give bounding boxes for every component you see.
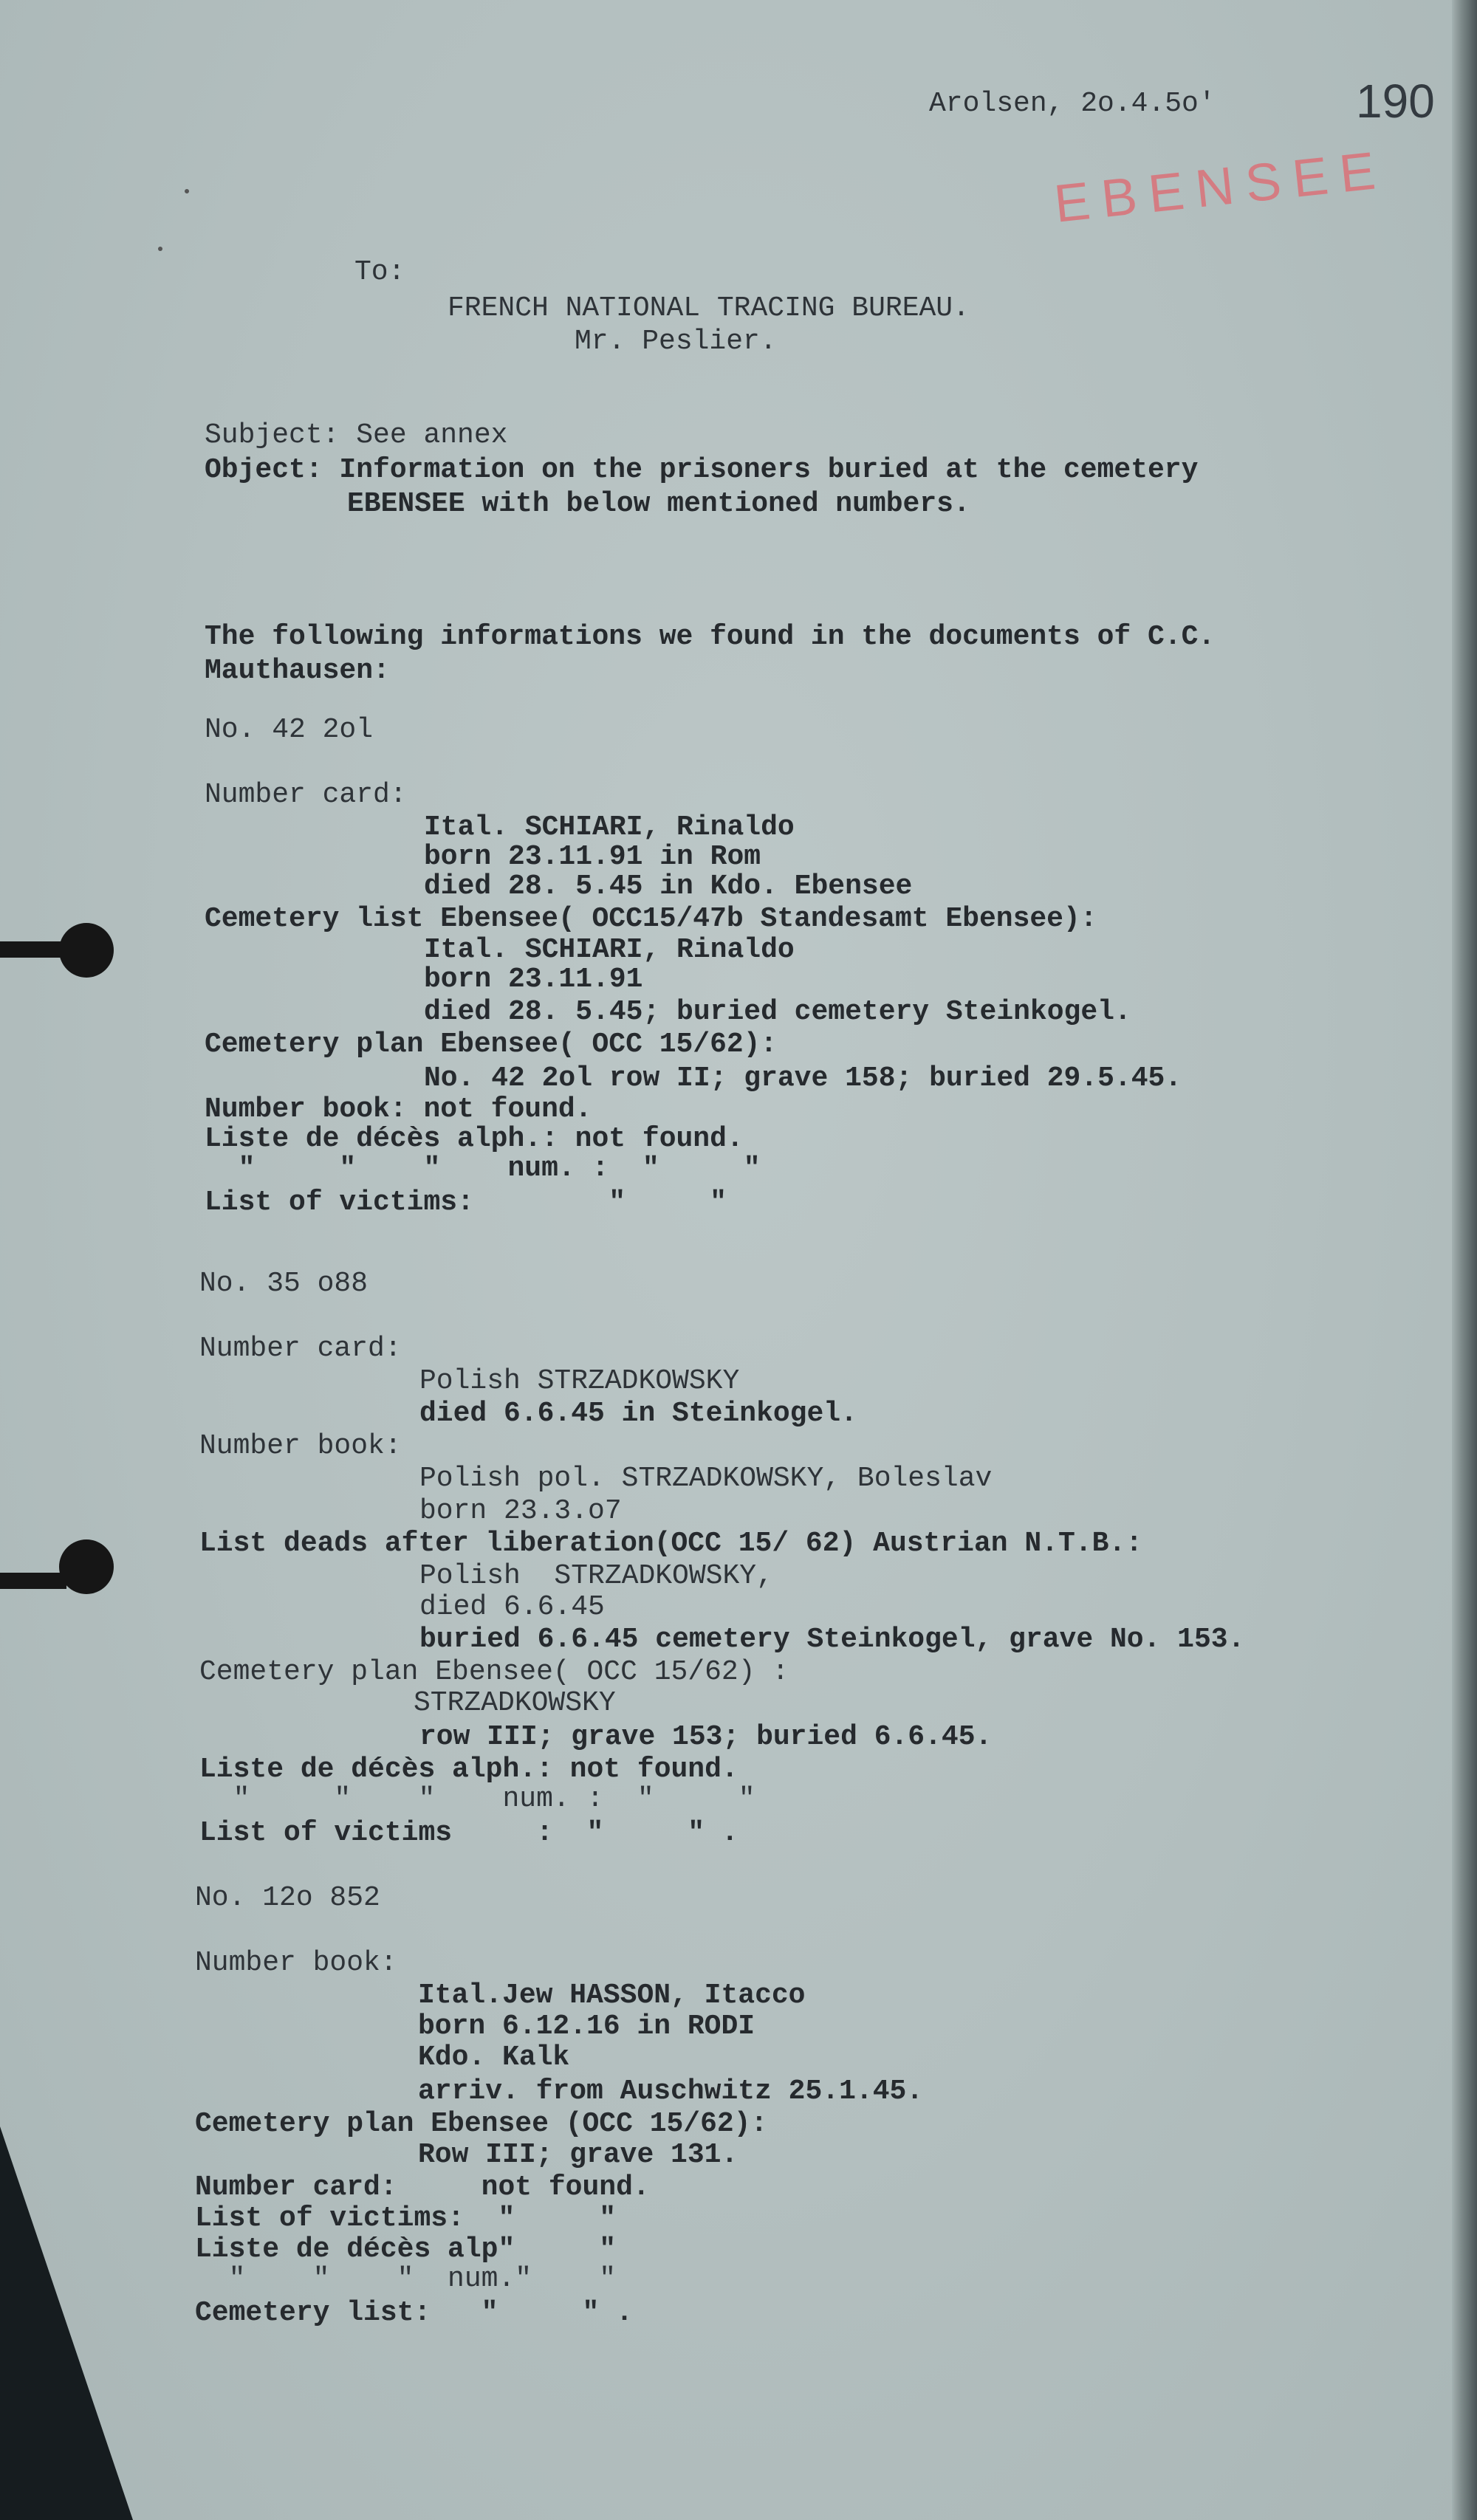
- liste-deces-num-line: " " " num." ": [195, 2263, 617, 2295]
- to-label: To:: [354, 256, 405, 288]
- cemetery-plan-label: Cemetery plan Ebensee( OCC 15/62):: [205, 1029, 778, 1060]
- number-book-label: Number book:: [195, 1947, 397, 1979]
- liste-deces-alph-line: Liste de décès alph.: not found.: [199, 1754, 738, 1785]
- entry-line: Polish STRZADKOWSKY,: [419, 1560, 773, 1592]
- record-number: No. 12o 852: [195, 1882, 380, 1914]
- number-book-line: Number book: not found.: [205, 1094, 592, 1125]
- entry-line: died 28. 5.45 in Kdo. Ebensee: [424, 871, 913, 902]
- page-edge-shadow: [1452, 0, 1477, 2520]
- entry-line: Polish pol. STRZADKOWSKY, Boleslav: [419, 1463, 993, 1494]
- page-number: 190: [1356, 75, 1435, 128]
- entry-line: row III; grave 153; buried 6.6.45.: [419, 1721, 993, 1753]
- entry-line: Kdo. Kalk: [418, 2042, 570, 2073]
- object-line-2: EBENSEE with below mentioned numbers.: [347, 488, 970, 520]
- entry-line: No. 42 2ol row II; grave 158; buried 29.5.45.: [424, 1062, 1182, 1094]
- list-of-victims-line: List of victims : " " .: [199, 1817, 738, 1849]
- cemetery-plan-label: Cemetery plan Ebensee( OCC 15/62) :: [199, 1656, 789, 1688]
- entry-line: born 23.3.o7: [419, 1495, 622, 1527]
- entry-line: arriv. from Auschwitz 25.1.45.: [418, 2076, 924, 2107]
- list-deads-label: List deads after liberation(OCC 15/ 62) Austrian N.T.B.:: [199, 1528, 1143, 1559]
- ink-speck: [158, 247, 162, 251]
- punch-hole-tear: [0, 941, 66, 958]
- record-number: No. 35 o88: [199, 1268, 369, 1300]
- page-corner-shadow: [0, 2126, 133, 2520]
- number-card-label: Number card:: [205, 779, 407, 811]
- punch-hole: [59, 1539, 114, 1594]
- entry-line: born 23.11.91 in Rom: [424, 841, 761, 873]
- entry-line: born 23.11.91: [424, 964, 643, 995]
- list-of-victims-line: List of victims: " ": [195, 2203, 617, 2234]
- subject-line: Subject: See annex: [205, 419, 508, 451]
- number-book-label: Number book:: [199, 1430, 402, 1462]
- handwritten-ebensee-stamp: EBENSEE: [1051, 140, 1390, 234]
- record-number: No. 42 2ol: [205, 714, 374, 746]
- place-date: Arolsen, 2o.4.5o': [929, 88, 1216, 120]
- list-of-victims-line: List of victims: " ": [205, 1187, 727, 1218]
- intro-line-2: Mauthausen:: [205, 655, 390, 687]
- ink-speck: [185, 189, 189, 193]
- entry-line: Ital. SCHIARI, Rinaldo: [424, 811, 795, 843]
- entry-line: born 6.12.16 in RODI: [418, 2011, 755, 2042]
- punch-hole-tear: [0, 1573, 66, 1589]
- entry-line: Row III; grave 131.: [418, 2139, 738, 2171]
- number-card-line: Number card: not found.: [195, 2171, 650, 2203]
- liste-deces-alph-line: Liste de décès alph.: not found.: [205, 1123, 744, 1155]
- entry-line: died 6.6.45: [419, 1591, 605, 1623]
- entry-line: buried 6.6.45 cemetery Steinkogel, grave No. 153.: [419, 1624, 1245, 1655]
- recipient-person: Mr. Peslier.: [575, 326, 777, 357]
- liste-deces-alp-line: Liste de décès alp" ": [195, 2234, 617, 2265]
- cemetery-list-label: Cemetery list Ebensee( OCC15/47b Standesamt Ebensee):: [205, 903, 1097, 935]
- entry-line: Polish STRZADKOWSKY: [419, 1365, 740, 1397]
- entry-line: died 28. 5.45; buried cemetery Steinkogel.: [424, 996, 1131, 1028]
- intro-line-1: The following informations we found in the documents of C.C.: [205, 621, 1216, 653]
- punch-hole: [59, 923, 114, 978]
- entry-line: died 6.6.45 in Steinkogel.: [419, 1398, 857, 1429]
- entry-line: STRZADKOWSKY: [414, 1687, 616, 1719]
- cemetery-plan-label: Cemetery plan Ebensee (OCC 15/62):: [195, 2108, 768, 2140]
- cemetery-list-line: Cemetery list: " " .: [195, 2297, 633, 2329]
- liste-deces-num-line: " " " num. : " ": [199, 1783, 755, 1815]
- object-line: Object: Information on the prisoners buried at the cemetery: [205, 454, 1199, 486]
- entry-line: Ital. SCHIARI, Rinaldo: [424, 934, 795, 966]
- number-card-label: Number card:: [199, 1333, 402, 1364]
- liste-deces-num-line: " " " num. : " ": [205, 1153, 761, 1184]
- recipient-organization: FRENCH NATIONAL TRACING BUREAU.: [448, 292, 970, 324]
- entry-line: Ital.Jew HASSON, Itacco: [418, 1980, 806, 2011]
